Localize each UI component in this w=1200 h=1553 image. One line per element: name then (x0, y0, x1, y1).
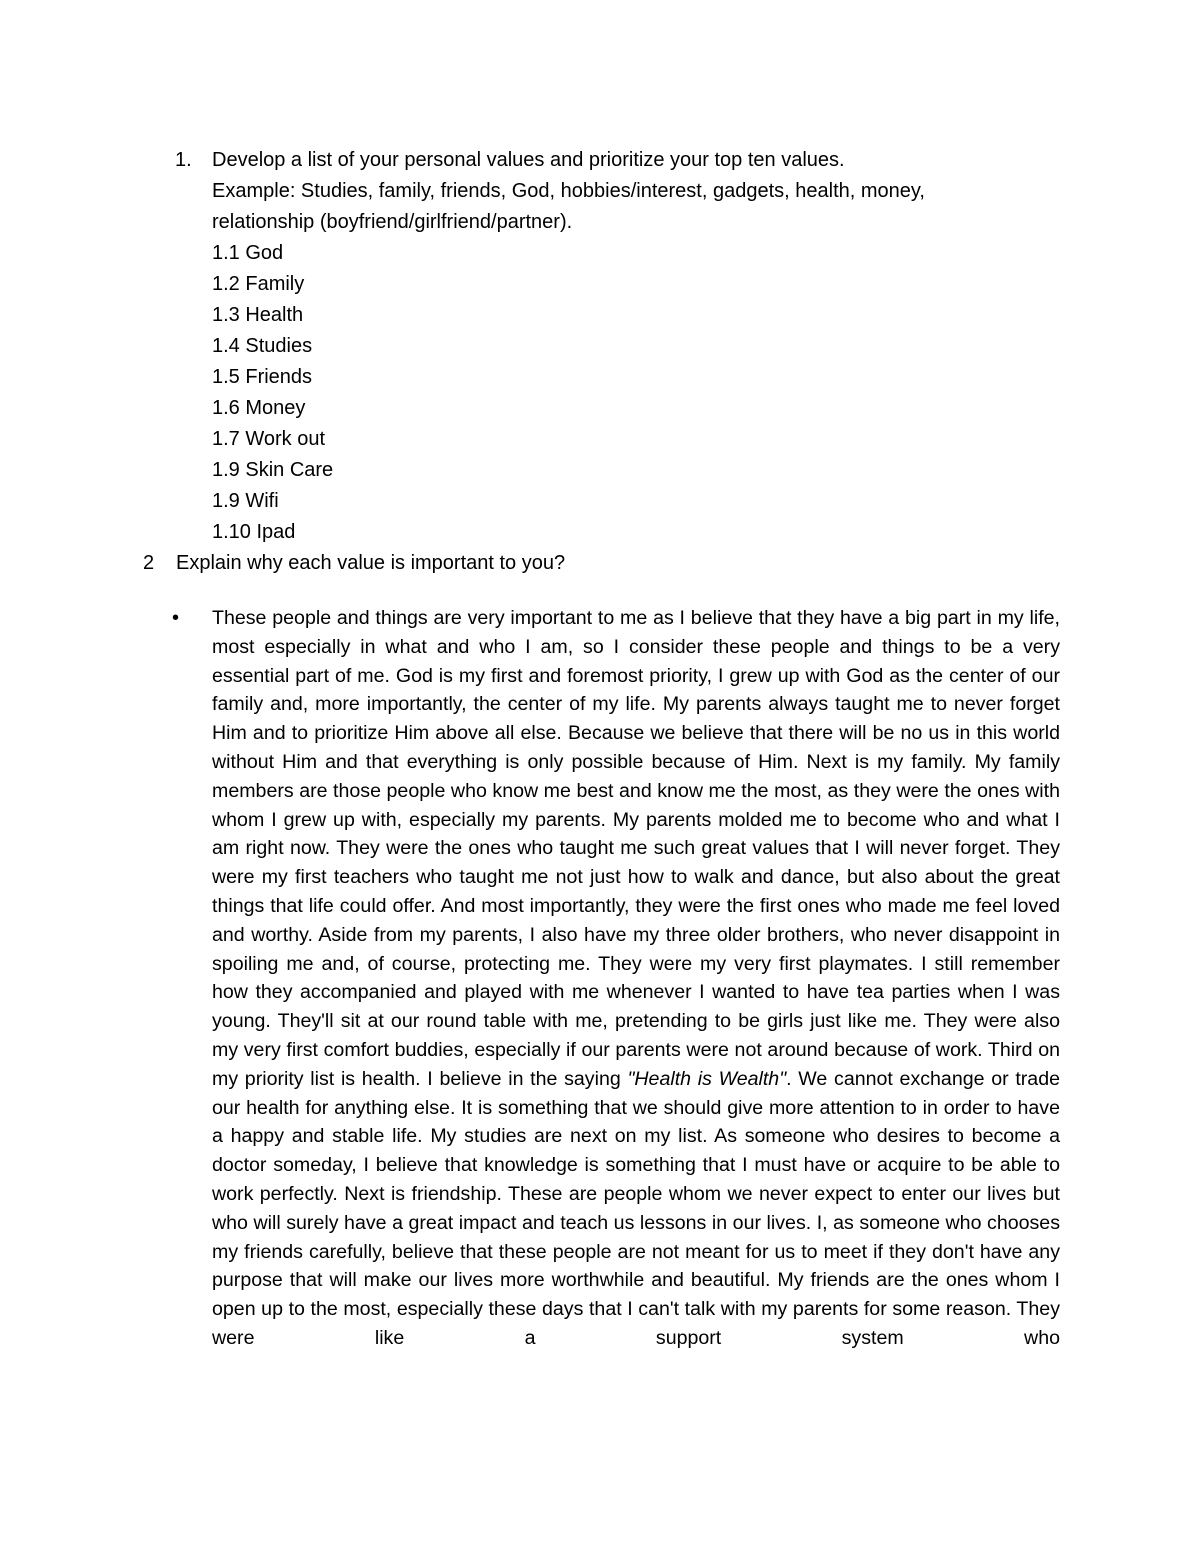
answer-paragraph (212, 604, 1060, 1353)
value-list-item: 1.6 Money (212, 397, 306, 419)
question-2-prompt: Explain why each value is important to you? (176, 552, 566, 574)
question-1-example-line-2: relationship (boyfriend/girlfriend/partner). (212, 211, 573, 233)
value-list-item: 1.10 Ipad (212, 521, 296, 543)
answer-text-part-2: . We cannot exchange or trade our health for anything else. It is something that we should give more attention to in order to have a happy and stable life. My studies are next on my list. As someone who desires to become a doctor someday, I believe that knowledge is something that I must have or acquire to be able to work perfectly. Next is friendship. These are people whom we never expect to enter our lives but who will surely have a great impact and teach us lessons in our lives. I, as someone who chooses my friends carefully, believe that these people are not meant for us to meet if they don't have any purpose that will make our lives more worthwhile and beautiful. My friends are the ones whom I open up to the most, especially these days that I can't talk with my parents for some reason. They were like a support system who (212, 1067, 1060, 1349)
value-list-item: 1.7 Work out (212, 428, 326, 450)
value-list-item: 1.3 Health (212, 304, 304, 326)
question-1-example-line-1: Example: Studies, family, friends, God, hobbies/interest, gadgets, health, money, (212, 180, 925, 202)
value-list-item: 1.9 Skin Care (212, 459, 334, 481)
bullet-icon: • (172, 607, 180, 629)
answer-text-part-1: These people and things are very important to me as I believe that they have a big part in my life, most especially in what and who I am, so I consider these people and things to be a very essential part of me. God is my first and foremost priority, I grew up with God as the center of our family and, more importantly, the center of my life. My parents always taught me to never forget Him and to prioritize Him above all else. Because we believe that there will be no us in this world without Him and that everything is only possible because of Him. Next is my family. My family members are those people who know me best and know me the most, as they were the ones with whom I grew up with, especially my parents. My parents molded me to become who and what I am right now. They were the ones who taught me such great values that I will never forget. They were my first teachers who taught me not just how to walk and dance, but also about the great things that life could offer. And most importantly, they were the first ones who made me feel loved and worthy. Aside from my parents, I also have my three older brothers, who never disappoint in spoiling me and, of course, protecting me. They were my very first playmates. I still remember how they accompanied and played with me whenever I wanted to have tea parties when I was young. They'll sit at our round table with me, pretending to be girls just like me. They were also my very first comfort buddies, especially if our parents were not around because of work. Third on my priority list is health. I believe in the saying (212, 607, 1060, 1090)
value-list-item: 1.9 Wifi (212, 490, 279, 512)
question-1-block (212, 145, 1072, 548)
question-2-number: 2 (143, 552, 155, 574)
question-1-number: 1. (175, 149, 192, 171)
question-1-prompt: Develop a list of your personal values and prioritize your top ten values. (212, 149, 845, 171)
value-list-item: 1.5 Friends (212, 366, 313, 388)
answer-quote: "Health is Wealth" (627, 1067, 787, 1090)
value-list-item: 1.2 Family (212, 273, 305, 295)
value-list-item: 1.4 Studies (212, 335, 313, 357)
value-list-item: 1.1 God (212, 242, 284, 264)
